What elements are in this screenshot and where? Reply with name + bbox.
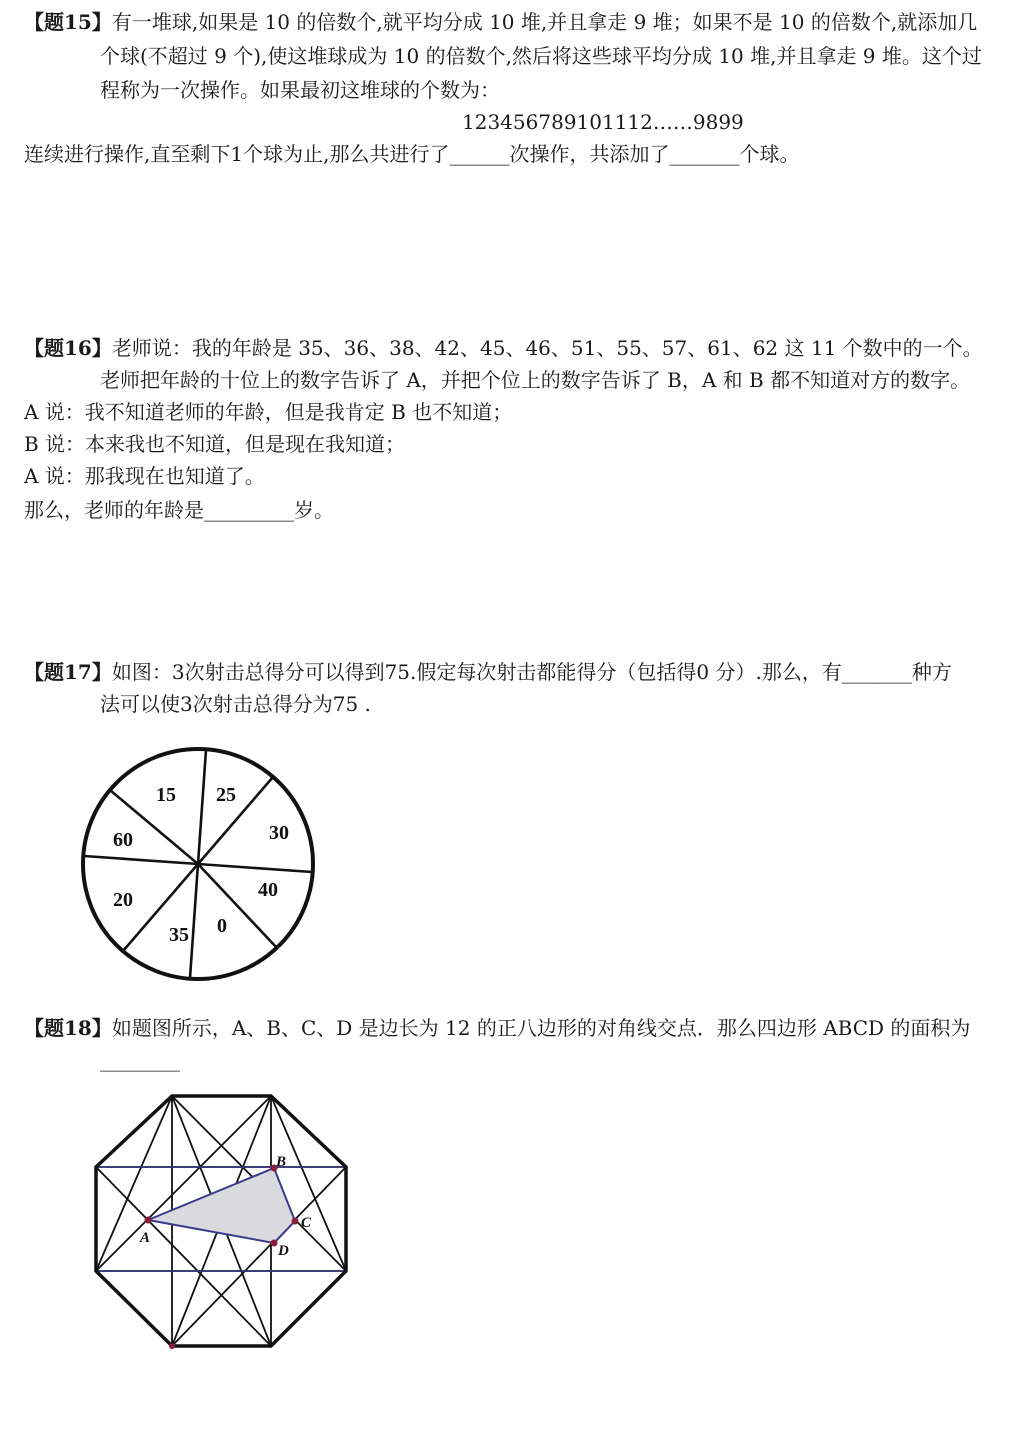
problem-16-line-2: 老师把年龄的十位上的数字告诉了 A，并把个位上的数字告诉了 B，A 和 B 都不知道对方的数字。 [100, 368, 971, 392]
problem-15-line-2: 个球(不超过 9 个),使这堆球成为 10 的倍数个,然后将这些球平均分成 10 堆,并且拿走 9 堆。这个过 [100, 44, 982, 68]
problem-15-line-1 [24, 8, 977, 36]
problem-16-text-1: 老师说：我的年龄是 35、36、38、42、45、46、51、55、57、61、62 这 11 个数中的一个。 [111, 336, 983, 360]
problem-16-line-1 [24, 334, 983, 362]
problem-17-line-2: 法可以使3次射击总得分为75 . [100, 692, 371, 716]
target-figure [78, 746, 318, 986]
score-60: 60 [113, 829, 133, 851]
problem-18-tag: 【题18】 [24, 1016, 112, 1040]
label-c: C [301, 1215, 312, 1231]
score-35: 35 [169, 924, 189, 946]
target-dividers [84, 750, 312, 978]
problem-16-line-5: A 说：那我现在也知道了。 [24, 464, 265, 488]
problem-18-line-1 [24, 1014, 970, 1042]
problem-18-text-1: 如题图所示，A、B、C、D 是边长为 12 的正八边形的对角线交点．那么四边形 ABCD 的面积为 [111, 1016, 971, 1040]
problem-17-tag: 【题17】 [24, 660, 112, 684]
score-40: 40 [258, 879, 278, 901]
point-d [271, 1240, 278, 1247]
label-b: B [276, 1154, 287, 1170]
problem-15-line-3: 程称为一次操作。如果最初这堆球的个数为： [100, 78, 500, 102]
divider-2 [190, 864, 198, 978]
point-a [145, 1217, 152, 1224]
point-bottom [169, 1343, 175, 1349]
divider-8 [110, 790, 198, 864]
score-15: 15 [156, 784, 176, 806]
score-25: 25 [216, 784, 236, 806]
score-20: 20 [113, 889, 133, 911]
label-a: A [140, 1230, 151, 1246]
problem-16-line-4: B 说：本来我也不知道，但是现在我知道； [24, 432, 406, 456]
problem-17-text-1: 如图：3次射击总得分可以得到75.假定每次射击都能得分（包括得0 分）.那么，有_______种方 [111, 660, 952, 684]
divider-6 [84, 856, 198, 864]
problem-18-answer-blank: ________ [100, 1048, 180, 1072]
label-d: D [278, 1243, 289, 1259]
score-30: 30 [269, 822, 289, 844]
problem-15-text-1: 有一堆球,如果是 10 的倍数个,就平均分成 10 堆,并且拿走 9 堆；如果不是 10 的倍数个,就添加几 [111, 10, 978, 34]
problem-15-number: 123456789101112……9899 [462, 110, 744, 134]
problem-16-line-3: A 说：我不知道老师的年龄，但是我肯定 B 也不知道； [24, 400, 513, 424]
octagon-figure [88, 1088, 358, 1358]
problem-17-line-1 [24, 658, 952, 686]
diagonal-1 [96, 1096, 172, 1271]
problem-16-line-6: 那么，老师的年龄是_________岁。 [24, 498, 334, 522]
score-0: 0 [217, 915, 227, 937]
divider-1 [198, 750, 206, 864]
point-c [292, 1218, 299, 1225]
problem-16-tag: 【题16】 [24, 336, 112, 360]
quadrilateral-abcd [148, 1168, 295, 1243]
problem-15-line-4: 连续进行操作,直至剩下1个球为止,那么共进行了______次操作，共添加了_______个球。 [24, 142, 800, 166]
divider-5 [198, 864, 312, 872]
divider-7 [198, 864, 277, 948]
problem-15-tag: 【题15】 [24, 10, 112, 34]
